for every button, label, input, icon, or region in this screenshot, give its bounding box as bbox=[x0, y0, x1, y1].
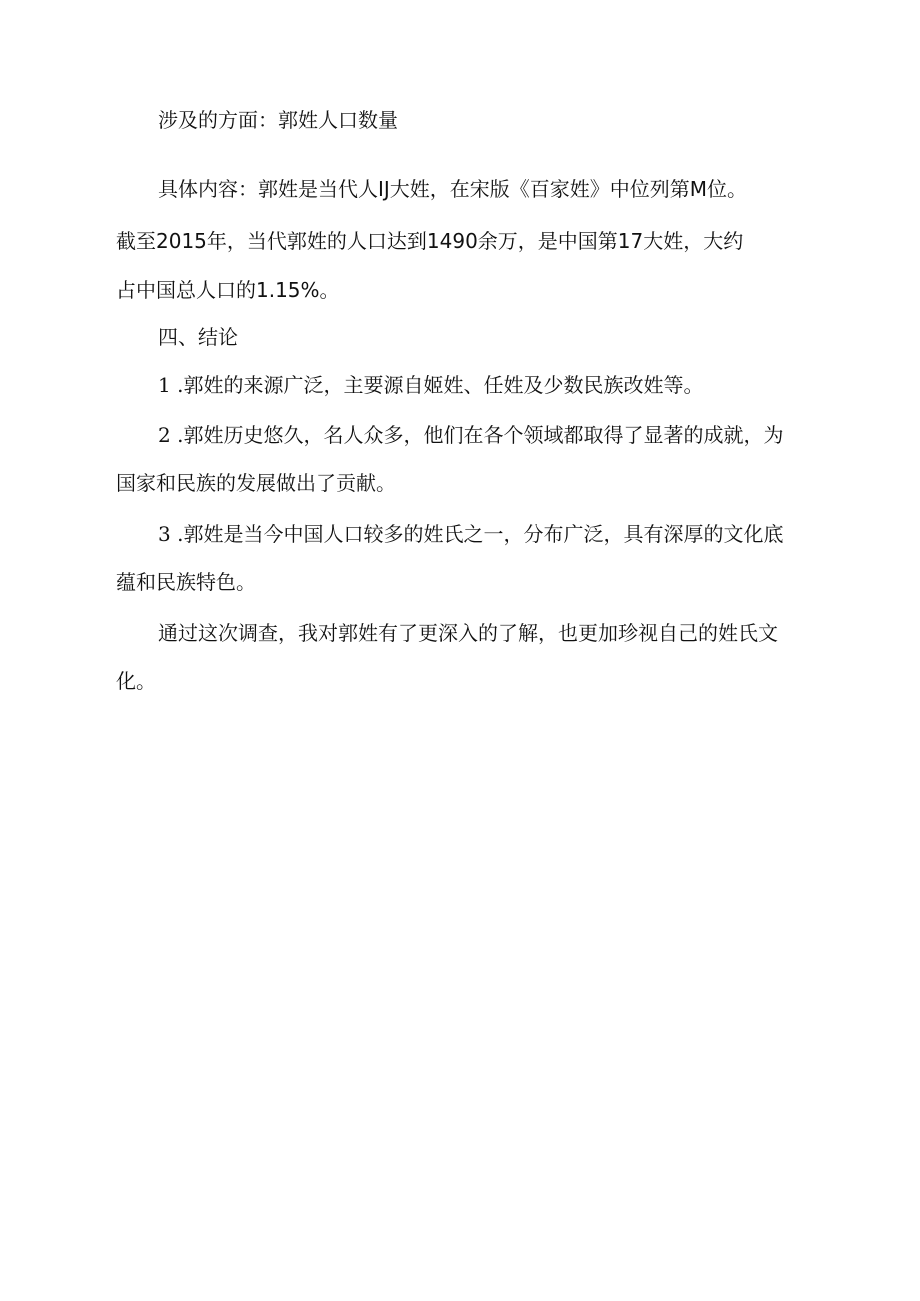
conclusion-item-3-line-1: 3 .郭姓是当今中国人口较多的姓氏之一，分布广泛，具有深厚的文化底 bbox=[158, 522, 784, 546]
conclusion-item-2-line-2: 国家和民族的发展做出了贡献。 bbox=[116, 471, 396, 495]
closing-line-1: 通过这次调查，我对郭姓有了更深入的了解，也更加珍视自己的姓氏文 bbox=[158, 621, 778, 645]
content-line-3: 占中国总人口的1.15%。 bbox=[116, 278, 340, 302]
conclusion-heading: 四、结论 bbox=[158, 325, 238, 349]
conclusion-item-1: 1 .郭姓的来源广泛，主要源自姬姓、任姓及少数民族改姓等。 bbox=[158, 373, 704, 397]
closing-line-2: 化。 bbox=[116, 669, 156, 693]
conclusion-item-2-line-1: 2 .郭姓历史悠久，名人众多，他们在各个领域都取得了显著的成就，为 bbox=[158, 423, 784, 447]
content-line-2: 截至2015年，当代郭姓的人口达到1490余万，是中国第17大姓，大约 bbox=[116, 229, 744, 253]
content-line-1: 具体内容：郭姓是当代人IJ大姓，在宋版《百家姓》中位列第M位。 bbox=[158, 177, 748, 201]
aspect-line: 涉及的方面：郭姓人口数量 bbox=[158, 108, 398, 132]
conclusion-item-3-line-2: 蕴和民族特色。 bbox=[116, 570, 256, 594]
